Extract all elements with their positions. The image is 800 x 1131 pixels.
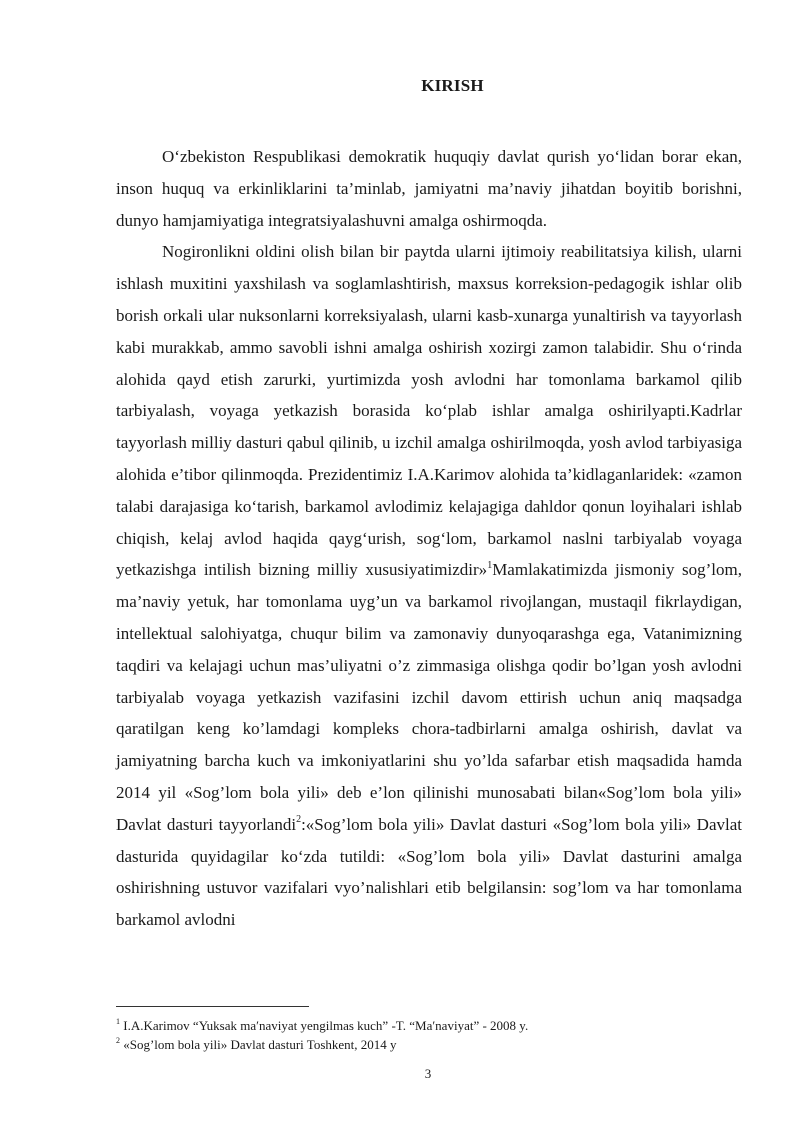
footnotes xyxy=(116,1016,742,1054)
page-title: KIRISH xyxy=(421,76,484,95)
footnote-ref-2: 2 xyxy=(296,814,302,826)
footnote-text-1: I.A.Karimov “Yuksak maʹnaviyat yengilmas kuch” -T. “Maʹnaviyat” - 2008 y. xyxy=(120,1018,529,1033)
paragraph-2-part-2: Mamlakatimizda jismoniy sog’lom, ma’naviy yetuk, har tomonlama uyg’un va barkamol rivojlangan, mustaqil fikrlaydigan, intellektual salohiyatga, chuqur bilim va zamonaviy dunyoqarashga ega, Vatanimizning taqdiri va kelajagi uchun mas’uliyatni o’z zimmasiga olishga qodir bo’lgan yosh avlodni tarbiyalab voyaga yetkazish vazifasini izchil davom ettirish uchun aniq maqsadga qaratilgan keng ko’lamdagi kompleks chora-tadbirlarni amalga oshirish, davlat va jamiyatning barcha kuch va imkoniyatlarini shu yo’lda safarbar etish maqsadida hamda 2014 yil «Sog’lom bola yili» deb e’lon qilinishi munosabati bilan«Sog’lom bola yili» Davlat dasturi tayyorlandi xyxy=(116,560,742,834)
footnote-mark-2: 2 xyxy=(116,1035,120,1045)
footnote-text-2: «Sog’lom bola yili» Davlat dasturi Toshkent, 2014 y xyxy=(120,1037,397,1052)
footnote-mark-1: 1 xyxy=(116,1016,120,1026)
body-text xyxy=(116,141,742,936)
footnote-separator xyxy=(116,1006,309,1007)
page-number: 3 xyxy=(424,1066,432,1081)
footnote-ref-1: 1 xyxy=(487,559,493,571)
paragraph-1: O‘zbekiston Respublikasi demokratik huquqiy davlat qurish yo‘lidan borar ekan, inson huquq va erkinliklarini ta’minlab, jamiyatni ma’naviy jihatdan boyitib borishni, dunyo hamjamiyatiga integratsiyalashuvni amalga oshirmoqda. xyxy=(116,147,742,230)
footnote-1 xyxy=(116,1016,742,1035)
paragraph-2 xyxy=(116,236,742,936)
paragraph-2-part-1: Nogironlikni oldini olish bilan bir paytda ularni ijtimoiy reabilitatsiya kilish, ularni ishlash muxitini yaxshilash va soglamlashtirish, maxsus korreksion-pedagogik ishlar olib borish orkali ular nuksonlarni korreksiyalash, ularni kasb-xunarga yunaltirish va tayyorlash kabi murakkab, ammo savobli ishni amalga oshirish xozirgi zamon talabidir. Shu o‘rinda alohida qayd etish zarurki, yurtimizda yosh avlodni har tomonlama barkamol qilib tarbiyalash, voyaga yetkazish borasida ko‘plab ishlar amalga oshirilyapti.Kadrlar tayyorlash milliy dasturi qabul qilinib, u izchil amalga oshirilmoqda, yosh avlod tarbiyasiga alohida e’tibor qilinmoqda. Prezidentimiz I.A.Karimov alohida ta’kidlaganlaridek: «zamon talabi darajasiga ko‘tarish, barkamol avlodimiz kelajagiga dahldor qonun loyihalari ishlab chiqish, kelaj avlod haqida qayg‘urish, sog‘lom, barkamol naslni tarbiyalab voyaga yetkazishga intilish bizning milliy xususiyatimizdir» xyxy=(116,242,742,580)
footnote-2 xyxy=(116,1035,742,1054)
paragraph-2-part-3: :«Sog’lom bola yili» Davlat dasturi «Sog’lom bola yili» Davlat dasturida quyidagilar ko‘zda tutildi: «Sog’lom bola yili» Davlat dasturini amalga oshirishning ustuvor vazifalari vyo’nalishlari etib belgilansin: sog’lom va har tomonlama barkamol avlodni xyxy=(116,814,742,930)
